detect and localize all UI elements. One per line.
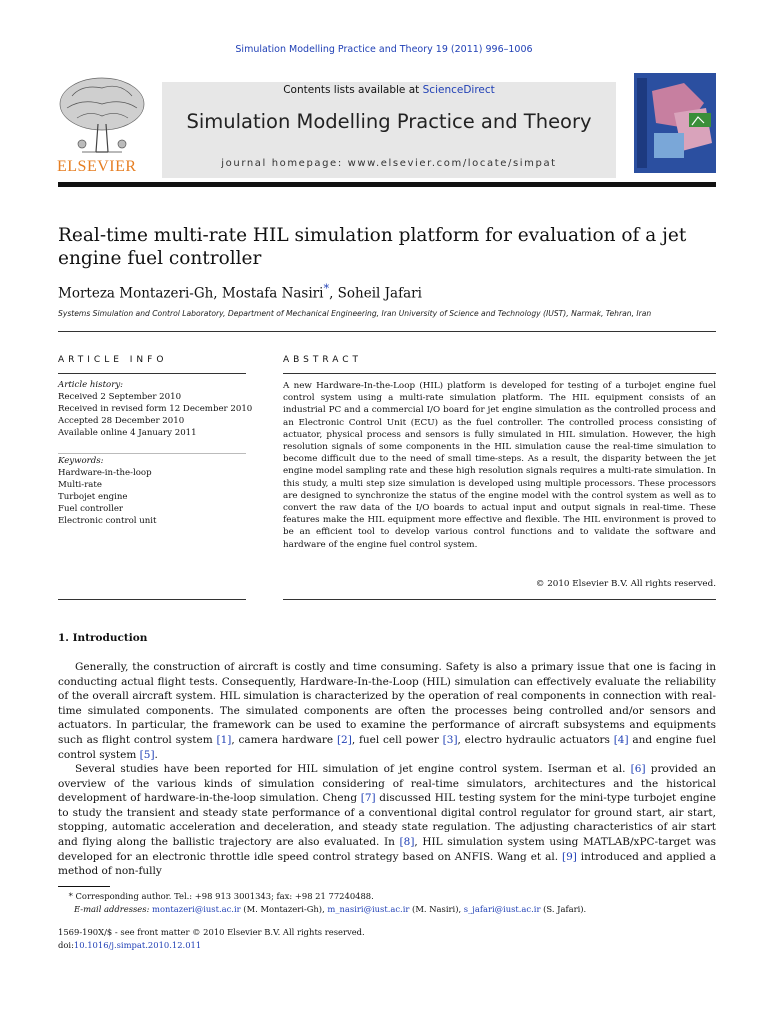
keywords-label: Keywords: [58,456,104,466]
journal-homepage[interactable]: journal homepage: www.elsevier.com/locate/simpat [221,158,557,169]
journal-title: Simulation Modelling Practice and Theory [186,110,592,133]
journal-reference-link[interactable]: Simulation Modelling Practice and Theory 19 (2011) 996–1006 [235,44,533,55]
keyword-item: Electronic control unit [58,516,157,526]
corresponding-author-note [58,890,738,903]
text-run: , HIL simulation system using MATLAB/xPC-target was developed for an electronic throttle idle speed control strategy based on ANFIS. Wang et al. [58,835,716,863]
publication-info [58,926,458,951]
text-run: , fuel cell power [351,733,443,746]
publisher-wordmark: ELSEVIER [57,158,137,175]
text-run: and engine fuel control system [58,733,716,761]
email-link-1[interactable]: montazeri@iust.ac.ir [152,904,241,914]
text-run: provided an overview of the various kinds of simulation considering of real-time simulators, architectures and the historical development of hardware-in-the-loop simulation. Cheng [58,763,716,805]
header-divider [58,182,716,187]
corresponding-author-marker[interactable]: * [323,282,330,295]
keyword-item: Hardware-in-the-loop [58,468,152,478]
text-run: . [154,748,158,761]
email-link-2[interactable]: m_nasiri@iust.ac.ir [327,904,410,914]
text-run: Generally, the construction of aircraft is costly and time consuming. Safety is also a primary issue that one is facing in conducting actual flight tests. Consequently, Hardware-In-the-Loop (HIL) simulation can effectively evaluate the reliability of the overall aircraft system. HIL simulation is characterized by the operation of real components in connection with real-time simulated components. The simulated components are often the processes being controlled and/or sensors and actuators. In particular, the framework can be used to examine the performance of aircraft subsystems and equipments such as flight control system [58,661,716,746]
article-info-divider-top [58,373,246,374]
authors-main: Morteza Montazeri-Gh, Mostafa Nasiri [58,285,324,302]
footnote-text: Corresponding author. Tel.: +98 913 3001343; fax: +98 21 77240488. [72,891,374,901]
footnotes [58,890,738,916]
email-link-3[interactable]: s_jafari@iust.ac.ir [463,904,541,914]
doi-link[interactable]: 10.1016/j.simpat.2010.12.011 [73,939,202,950]
issn-line: 1569-190X/$ - see front matter © 2010 Elsevier B.V. All rights reserved. [58,927,365,937]
abstract-divider-top [283,373,716,374]
abstract-heading: ABSTRACT [283,355,363,365]
email-owner: (M. Nasiri), [409,904,464,914]
abstract-text: A new Hardware-In-the-Loop (HIL) platform is developed for testing of a turbojet engine fuel control system using a multi-rate simulation platform. The HIL equipment consists of an industrial PC and a commercial I/O board for jet engine simulation as the controlled process and an Electronic Control Unit (ECU) as the fuel controller. The controlled process consisting of actuator, physical process and sensors is fully simulated in HIL simulation. However, the high resolution signals of some components in the HIL simulation cause the real-time simulation to become difficult due to the need of small time-steps. As a result, the disparity between the jet engine model sampling rate and these high resolution signals requires a multi-rate simulation. In this study, a multi step size simulation is developed using multiple processors. These processors are designed to synchronize the status of the engine model with the control system as well as to convert the raw data of the I/O boards to actual input and output signals in real-time. These features make the HIL equipment more effective and flexible. The HIL environment is proved to be an efficient tool to develop various control functions and to validate the software and hardware of the engine fuel control system. [283,381,716,550]
keywords [58,455,258,527]
reference-link-2[interactable]: [2] [336,733,352,746]
email-owner: (M. Montazeri-Gh), [240,904,328,914]
elsevier-logo [52,74,152,178]
history-item: Available online 4 January 2011 [58,428,197,438]
doi-prefix: doi: [58,939,74,950]
footnote-divider [58,886,110,887]
history-item: Accepted 28 December 2010 [58,416,185,426]
authors-rest: , Soheil Jafari [329,285,422,302]
footnote-star: * [68,891,73,901]
affiliation: Systems Simulation and Control Laboratory, Department of Mechanical Engineering, Iran University of Science and Technology (IUST), Narmak, Tehran, Iran [58,309,652,318]
affiliation-divider [58,331,716,332]
author-list [58,282,718,302]
contents-line [162,84,616,96]
sciencedirect-link[interactable]: ScienceDirect [422,84,495,96]
text-run: Several studies have been reported for HIL simulation of jet engine control system. Iserman et al. [75,763,631,775]
reference-link-1[interactable]: [1] [216,733,232,746]
journal-cover-image [634,73,716,173]
article-info-heading: ARTICLE INFO [58,355,168,365]
text-run: introduced and applied a method of non-fully [58,850,716,878]
cover-art-icon [634,73,716,173]
reference-link-8[interactable]: [8] [399,835,415,848]
text-run: discussed HIL testing system for the mini-type turbojet engine to study the transient and steady state performance of a conventional digital control regulator for ground start, air start, stopping, automatic acceleration and deceleration, and steady state regulation. The adjusting characteristics of air start and flying along the ballistic trajectory are also evaluated. In [58,792,716,848]
history-item: Received in revised form 12 December 2010 [58,404,253,414]
article-history [58,379,258,439]
email-addresses [58,903,738,916]
history-item: Received 2 September 2010 [58,392,182,402]
section-heading-introduction: 1. Introduction [58,632,148,644]
abstract-copyright: © 2010 Elsevier B.V. All rights reserved. [535,579,716,589]
email-label: E-mail addresses: [73,904,153,914]
article-info-divider-bottom [58,599,246,600]
history-label: Article history: [58,380,124,390]
text-run: , electro hydraulic actuators [457,733,614,746]
reference-link-7[interactable]: [7] [360,792,376,805]
reference-link-4[interactable]: [4] [613,733,629,746]
keyword-item: Multi-rate [58,480,102,490]
reference-link-3[interactable]: [3] [442,733,458,746]
article-info-divider-mid [58,453,246,454]
article-title: Real-time multi-rate HIL simulation platform for evaluation of a jet engine fuel controller [58,225,687,269]
abstract-divider-bottom [283,599,716,600]
reference-link-9[interactable]: [9] [561,850,577,863]
text-run: , camera hardware [231,733,337,746]
contents-prefix: Contents lists available at [283,84,423,96]
doi-line [58,939,458,952]
keyword-item: Turbojet engine [58,492,128,502]
tree-icon [52,74,152,158]
intro-paragraph-2 [58,762,716,879]
intro-paragraph-1 [58,660,716,762]
email-owner: (S. Jafari). [540,904,587,914]
reference-link-5[interactable]: [5] [139,748,155,761]
keyword-item: Fuel controller [58,504,124,514]
reference-link-6[interactable]: [6] [630,763,646,775]
